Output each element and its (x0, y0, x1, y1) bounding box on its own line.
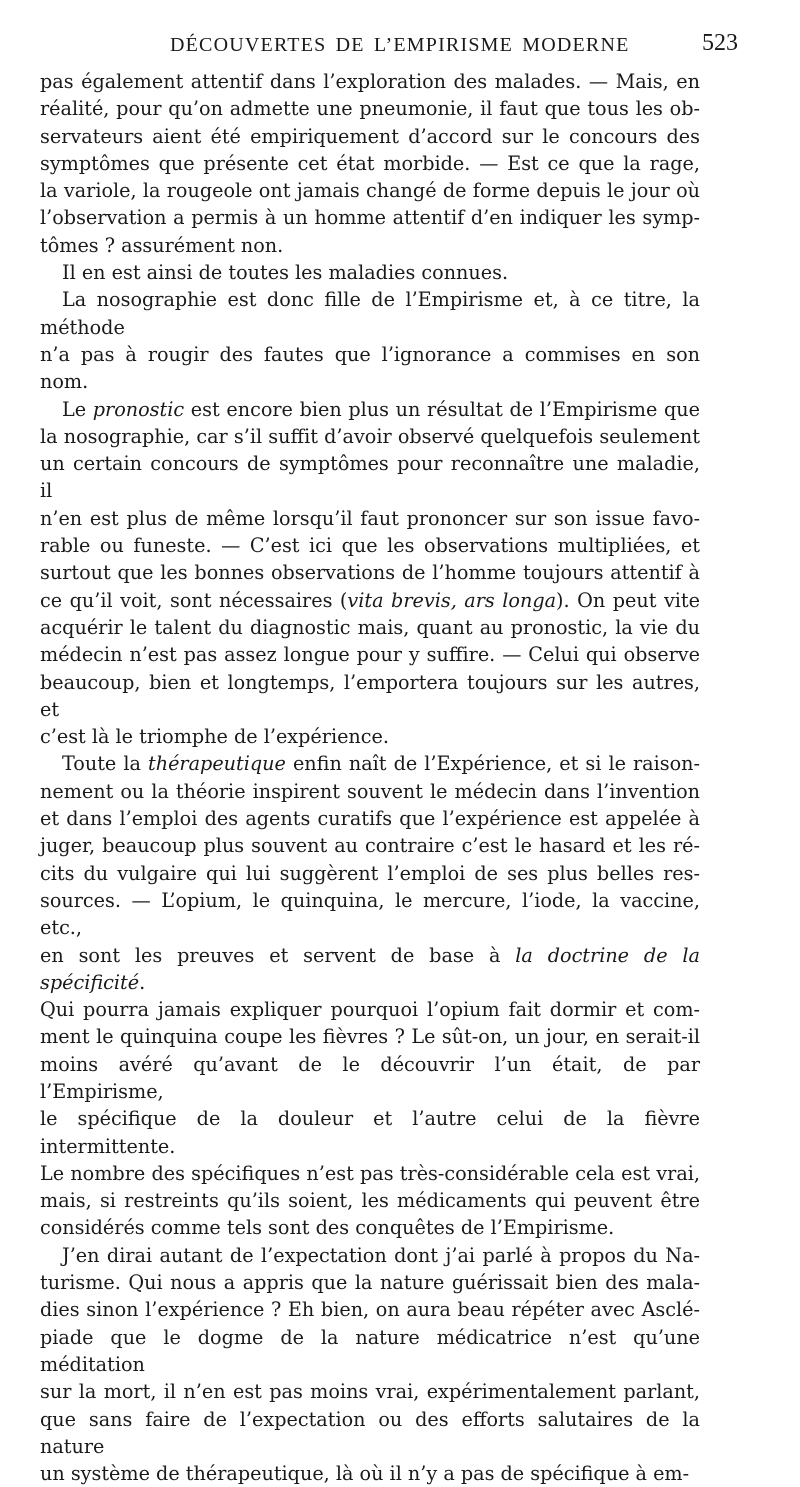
italic-term: thérapeutique (148, 752, 286, 776)
text-run: Le (62, 397, 93, 421)
text-line: l’observation a permis à un homme attentif d’en indiquer les symp- (40, 206, 700, 230)
text-line: sur la mort, il n’en est pas moins vrai, expérimentalement parlant, (40, 1380, 700, 1404)
text-line: moins avéré qu’avant de le découvrir l’un était, de par l’Empirisme, (40, 1052, 700, 1103)
text-line: rable ou funeste. — C’est ici que les observations multipliées, et (40, 534, 700, 558)
text-line: mais, si restreints qu’ils soient, les médicaments qui peuvent être (40, 1189, 700, 1213)
text-line: J’en dirai autant de l’expectation dont j’ai parlé à propos du Na- (62, 1243, 700, 1267)
page-number: 523 (702, 30, 738, 56)
italic-term: vita brevis, ars longa (347, 588, 557, 612)
text-line: sources. — L’opium, le quinquina, le mercure, l’iode, la vaccine, etc., (40, 888, 700, 940)
text-line: un système de thérapeutique, là où il n’y a pas de spécifique à em- (40, 1462, 690, 1486)
text-line: cits du vulgaire qui lui suggèrent l’emploi de ses plus belles res- (40, 861, 700, 885)
text-line: n’a pas à rougir des fautes que l’ignorance a commises en son nom. (40, 342, 700, 394)
running-title: DÉCOUVERTES DE L’EMPIRISME MODERNE (170, 34, 630, 56)
italic-term: la doctrine de la spécificité (40, 943, 700, 994)
text-line: que sans faire de l’expectation ou des efforts salutaires de la nature (40, 1407, 700, 1458)
text-line: juger, beaucoup plus souvent au contraire c’est le hasard et les ré- (40, 834, 700, 858)
text-line: tômes ? assurément non. (40, 233, 284, 257)
text-run: enfin naît de l’Expérience, et si le raison- (285, 752, 700, 776)
text-line: turisme. Qui nous a appris que la nature guérissait bien des mala- (40, 1271, 700, 1295)
text-line: c’est là le triomphe de l’expérience. (40, 725, 389, 749)
page-header (40, 30, 740, 66)
text-run: en sont les preuves et servent de base à (40, 943, 516, 967)
text-line: la nosographie, car s’il suffit d’avoir observé quelquefois seulement (40, 424, 700, 448)
text-run: . (139, 970, 146, 994)
text-line: nement ou la théorie inspirent souvent le médecin dans l’invention (40, 779, 700, 803)
text-line: symptômes que présente cet état morbide. — Est ce que la rage, (40, 151, 700, 175)
text-line (40, 396, 700, 423)
text-line: beaucoup, bien et longtemps, l’emportera toujours sur les autres, et (40, 670, 700, 721)
text-run: ). On peut vite (556, 588, 701, 612)
text-line: surtout que les bonnes observations de l’homme toujours attentif à (40, 561, 700, 585)
text-line: un certain concours de symptômes pour reconnaître une maladie, il (40, 452, 700, 503)
italic-term: pronostic (92, 397, 185, 421)
text-line: réalité, pour qu’on admette une pneumonie, il faut que tous les ob- (40, 97, 700, 121)
text-run: Toute la (62, 752, 148, 776)
text-line: Le nombre des spécifiques n’est pas très-considérable cela est vrai, (40, 1161, 700, 1185)
text-line: dies sinon l’expérience ? Eh bien, on aura beau répéter avec Asclé- (40, 1298, 700, 1322)
body-text (40, 68, 700, 1487)
text-line: le spécifique de la douleur et l’autre celui de la fièvre intermittente. (40, 1107, 700, 1158)
text-line: la variole, la rougeole ont jamais changé de forme depuis le jour où (40, 179, 700, 203)
text-line: et dans l’emploi des agents curatifs que l’expérience est appelée à (40, 807, 700, 831)
text-run: ce qu’il voit, sont nécessaires ( (40, 588, 348, 612)
text-line: pas également attentif dans l’exploration des malades. — Mais, en (40, 70, 700, 93)
text-line: médecin n’est pas assez longue pour y suffire. — Celui qui observe (40, 643, 700, 667)
text-line: servateurs aient été empiriquement d’accord sur le concours des (40, 124, 700, 148)
text-line (40, 942, 700, 997)
text-line: acquérir le talent du diagnostic mais, quant au pronostic, la vie du (40, 615, 700, 639)
text-line (40, 587, 700, 614)
text-line: piade que le dogme de la nature médicatrice n’est qu’une méditation (40, 1325, 700, 1376)
text-line: considérés comme tels sont des conquêtes de l’Empirisme. (40, 1216, 615, 1240)
text-line: ment le quinquina coupe les fièvres ? Le sût-on, un jour, en serait-il (40, 1025, 700, 1049)
text-line: Qui pourra jamais expliquer pourquoi l’opium fait dormir et com- (40, 998, 700, 1022)
text-line: La nosographie est donc fille de l’Empirisme et, à ce titre, la méthode (40, 288, 700, 339)
text-line: n’en est plus de même lorsqu’il faut prononcer sur son issue favo- (40, 506, 700, 530)
text-line: Il en est ainsi de toutes les maladies connues. (62, 261, 509, 285)
text-run: est encore bien plus un résultat de l’Empirisme que (184, 397, 700, 421)
text-line (40, 750, 700, 777)
